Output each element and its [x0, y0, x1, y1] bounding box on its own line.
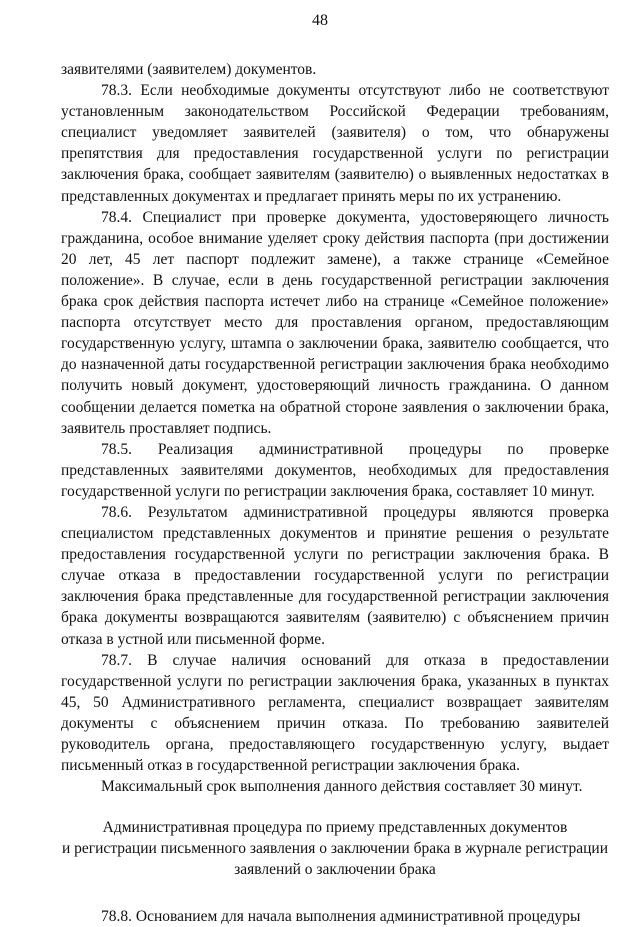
section-heading-line-1: Административная процедура по приему представленных документов	[102, 819, 568, 837]
paragraph-78-3: 78.3. Если необходимые документы отсутствуют либо не соответствуют установленным законодательством Российской Федерации требованиям, специалист уведомляет заявителей (заявителя) о том, что обнаружены препятствия для предоставления государственной услуги по регистрации заключения брака, сообщает заявителям (заявителю) о выявленных недостатках в представленных документах и предлагает принять меры по их устранению.	[61, 82, 609, 205]
paragraph-max-duration: Максимальный срок выполнения данного действия составляет 30 минут.	[101, 778, 583, 796]
page-number: 48	[312, 12, 328, 29]
document-body	[61, 59, 609, 927]
paragraph-continuation: заявителями (заявителем) документов.	[61, 61, 317, 78]
paragraph-78-6: 78.6. Результатом административной процедуры являются проверка специалистом представленных документов и принятие решения о результате предоставления государственной услуги по регистрации заключения брака. В случае отказа в предоставлении государственной услуги по регистрации заключения брака представленные для государственной регистрации заключения брака документы возвращаются заявителям (заявителю) с объяснением причин отказа в устной или письменной форме.	[61, 503, 609, 648]
paragraph-78-8: 78.8. Основанием для начала выполнения административной процедуры	[101, 907, 581, 925]
paragraph-78-7: 78.7. В случае наличия оснований для отказа в предоставлении государственной услуги по регистрации заключения брака, указанных в пунктах 45, 50 Административного регламента, специалист возвращает заявителям документы с объяснением причин отказа. По требованию заявителей руководитель органа, предоставляющего государственную услугу, выдает письменный отказ в государственной регистрации заключения брака.	[61, 651, 609, 775]
section-heading-line-2: и регистрации письменного заявления о заключении брака в журнале регистрации	[61, 840, 609, 858]
section-heading-line-3: заявлений о заключении брака	[234, 861, 436, 879]
paragraph-78-4: 78.4. Специалист при проверке документа, удостоверяющего личность гражданина, особое внимание уделяет сроку действия паспорта (при достижении 20 лет, 45 лет паспорт подлежит замене), а также странице «Семейное положение». В случае, если в день государственной регистрации заключения брака срок действия паспорта истечет либо на странице «Семейное положение» паспорта отсутствует место для проставления органом, предоставляющим государственную услугу, штампа о заключении брака, заявителю сообщается, что до назначенной даты государственной регистрации заключения брака необходимо получить новый документ, удостоверяющий личность гражданина. О данном сообщении делается пометка на обратной стороне заявления о заключении брака, заявитель проставляет подпись.	[61, 208, 609, 437]
paragraph-78-5: 78.5. Реализация административной процедуры по проверке представленных заявителями документов, необходимых для предоставления государственной услуги по регистрации заключения брака, составляет 10 минут.	[61, 440, 609, 500]
section-heading	[61, 817, 609, 880]
